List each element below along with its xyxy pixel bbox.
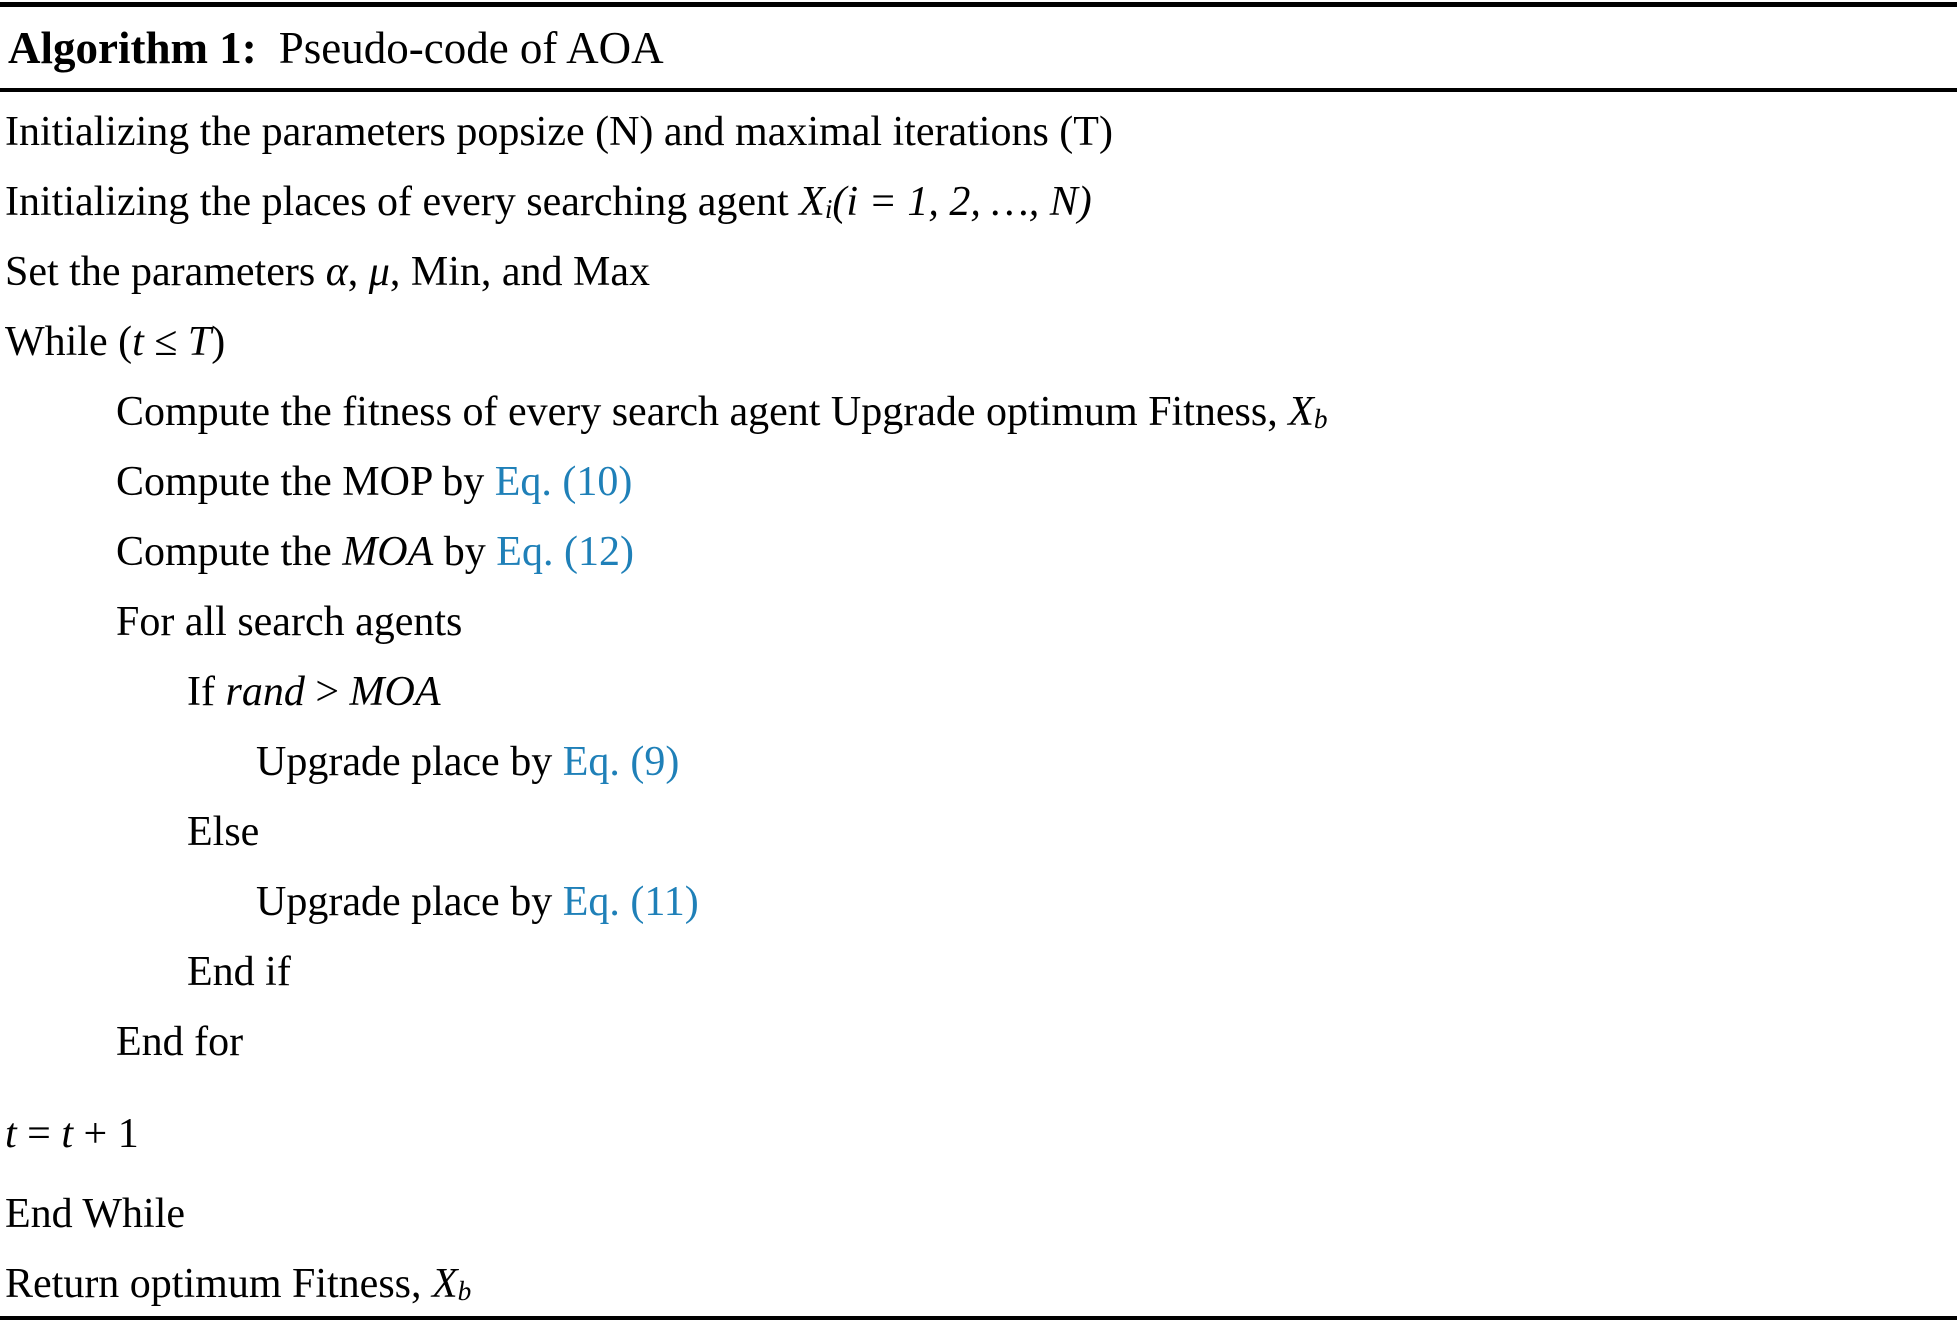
text-segment: Else (187, 809, 260, 855)
algorithm-line-end-while (0, 1179, 1957, 1249)
text-segment: Initializing the places of every searching agent (5, 179, 800, 225)
text-segment: ) (211, 319, 226, 365)
equation-link[interactable]: Eq. (12) (496, 529, 634, 575)
algorithm-line-return-fitness: Return optimum Fitness, X $_b$ (5, 1261, 472, 1307)
equation-link[interactable]: Eq. (10) (494, 459, 633, 505)
algorithm-line-increment-t (0, 1099, 1957, 1169)
algorithm-line-init-parameters (0, 97, 1957, 167)
title-separator-rule (0, 88, 1957, 92)
text-segment: Upgrade place by (256, 879, 563, 925)
text-segment: Initializing the parameters popsize (N) and maximal iterations (T) (5, 109, 1113, 155)
text-segment: End if (187, 949, 291, 995)
text-segment: X (432, 1261, 458, 1307)
algorithm-body (0, 97, 1957, 1319)
text-segment: For all search agents (116, 599, 463, 645)
text-segment: t (61, 1111, 74, 1157)
equation-link[interactable]: Eq. (11) (562, 879, 699, 925)
algorithm-line-for-all (0, 587, 1957, 657)
text-segment: μ (368, 249, 390, 295)
text-segment: + 1 (73, 1111, 139, 1157)
text-segment: MOA (342, 529, 434, 575)
text-segment: , Min, and Max (389, 249, 650, 295)
text-segment: by (433, 529, 497, 575)
algorithm-line-upgrade-eq9 (0, 727, 1957, 797)
equation-link[interactable]: Eq. (9) (562, 739, 680, 785)
algorithm-line-compute-fitness: Compute the fitness of every search agent Upgrade optimum Fitness, X $_b$ (116, 389, 1328, 435)
text-segment: Compute the (116, 529, 343, 575)
text-segment: Upgrade place by (256, 739, 563, 785)
algorithm-line-set-parameters (0, 237, 1957, 307)
algorithm-line-end-for (0, 1007, 1957, 1077)
text-segment: MOA (349, 669, 441, 715)
text-segment: > (304, 669, 350, 715)
algorithm-line-end-if (0, 937, 1957, 1007)
text-segment: rand (225, 669, 305, 715)
text-segment: End for (116, 1019, 244, 1065)
text-segment: X (799, 179, 825, 225)
text-segment: While ( (5, 319, 133, 365)
text-segment: T (187, 319, 212, 365)
algorithm-line-while (0, 307, 1957, 377)
text-segment: ≤ (143, 319, 188, 365)
algorithm-title-label: Algorithm 1: (8, 23, 257, 73)
text-segment: X (1288, 389, 1314, 435)
text-segment: If (187, 669, 226, 715)
text-segment: t (5, 1111, 17, 1157)
algorithm-title (8, 22, 1949, 74)
algorithm-title-text: Pseudo-code of AOA (278, 23, 664, 73)
text-segment: t (132, 319, 144, 365)
bottom-rule (0, 1316, 1957, 1320)
algorithm-line-if-rand (0, 657, 1957, 727)
algorithm-line-compute-mop (0, 447, 1957, 517)
text-segment: Compute the fitness of every search agent Upgrade optimum Fitness, (116, 389, 1289, 435)
text-segment: Compute the MOP by (116, 459, 495, 505)
algorithm-line-else (0, 797, 1957, 867)
text-segment: = (16, 1111, 62, 1157)
text-segment: Return optimum Fitness, (5, 1261, 433, 1307)
text-segment: Set the parameters (5, 249, 326, 295)
text-segment: α (325, 249, 348, 295)
algorithm-line-upgrade-eq11 (0, 867, 1957, 937)
text-segment: End While (5, 1191, 186, 1237)
top-rule (0, 2, 1957, 7)
algorithm-line-compute-moa (0, 517, 1957, 587)
algorithm-line-init-places: Initializing the places of every searching agent X $_i$ (i = 1, 2, …, N) (5, 179, 1092, 225)
text-segment: (i = 1, 2, …, N) (832, 179, 1092, 225)
text-segment: , (347, 249, 369, 295)
